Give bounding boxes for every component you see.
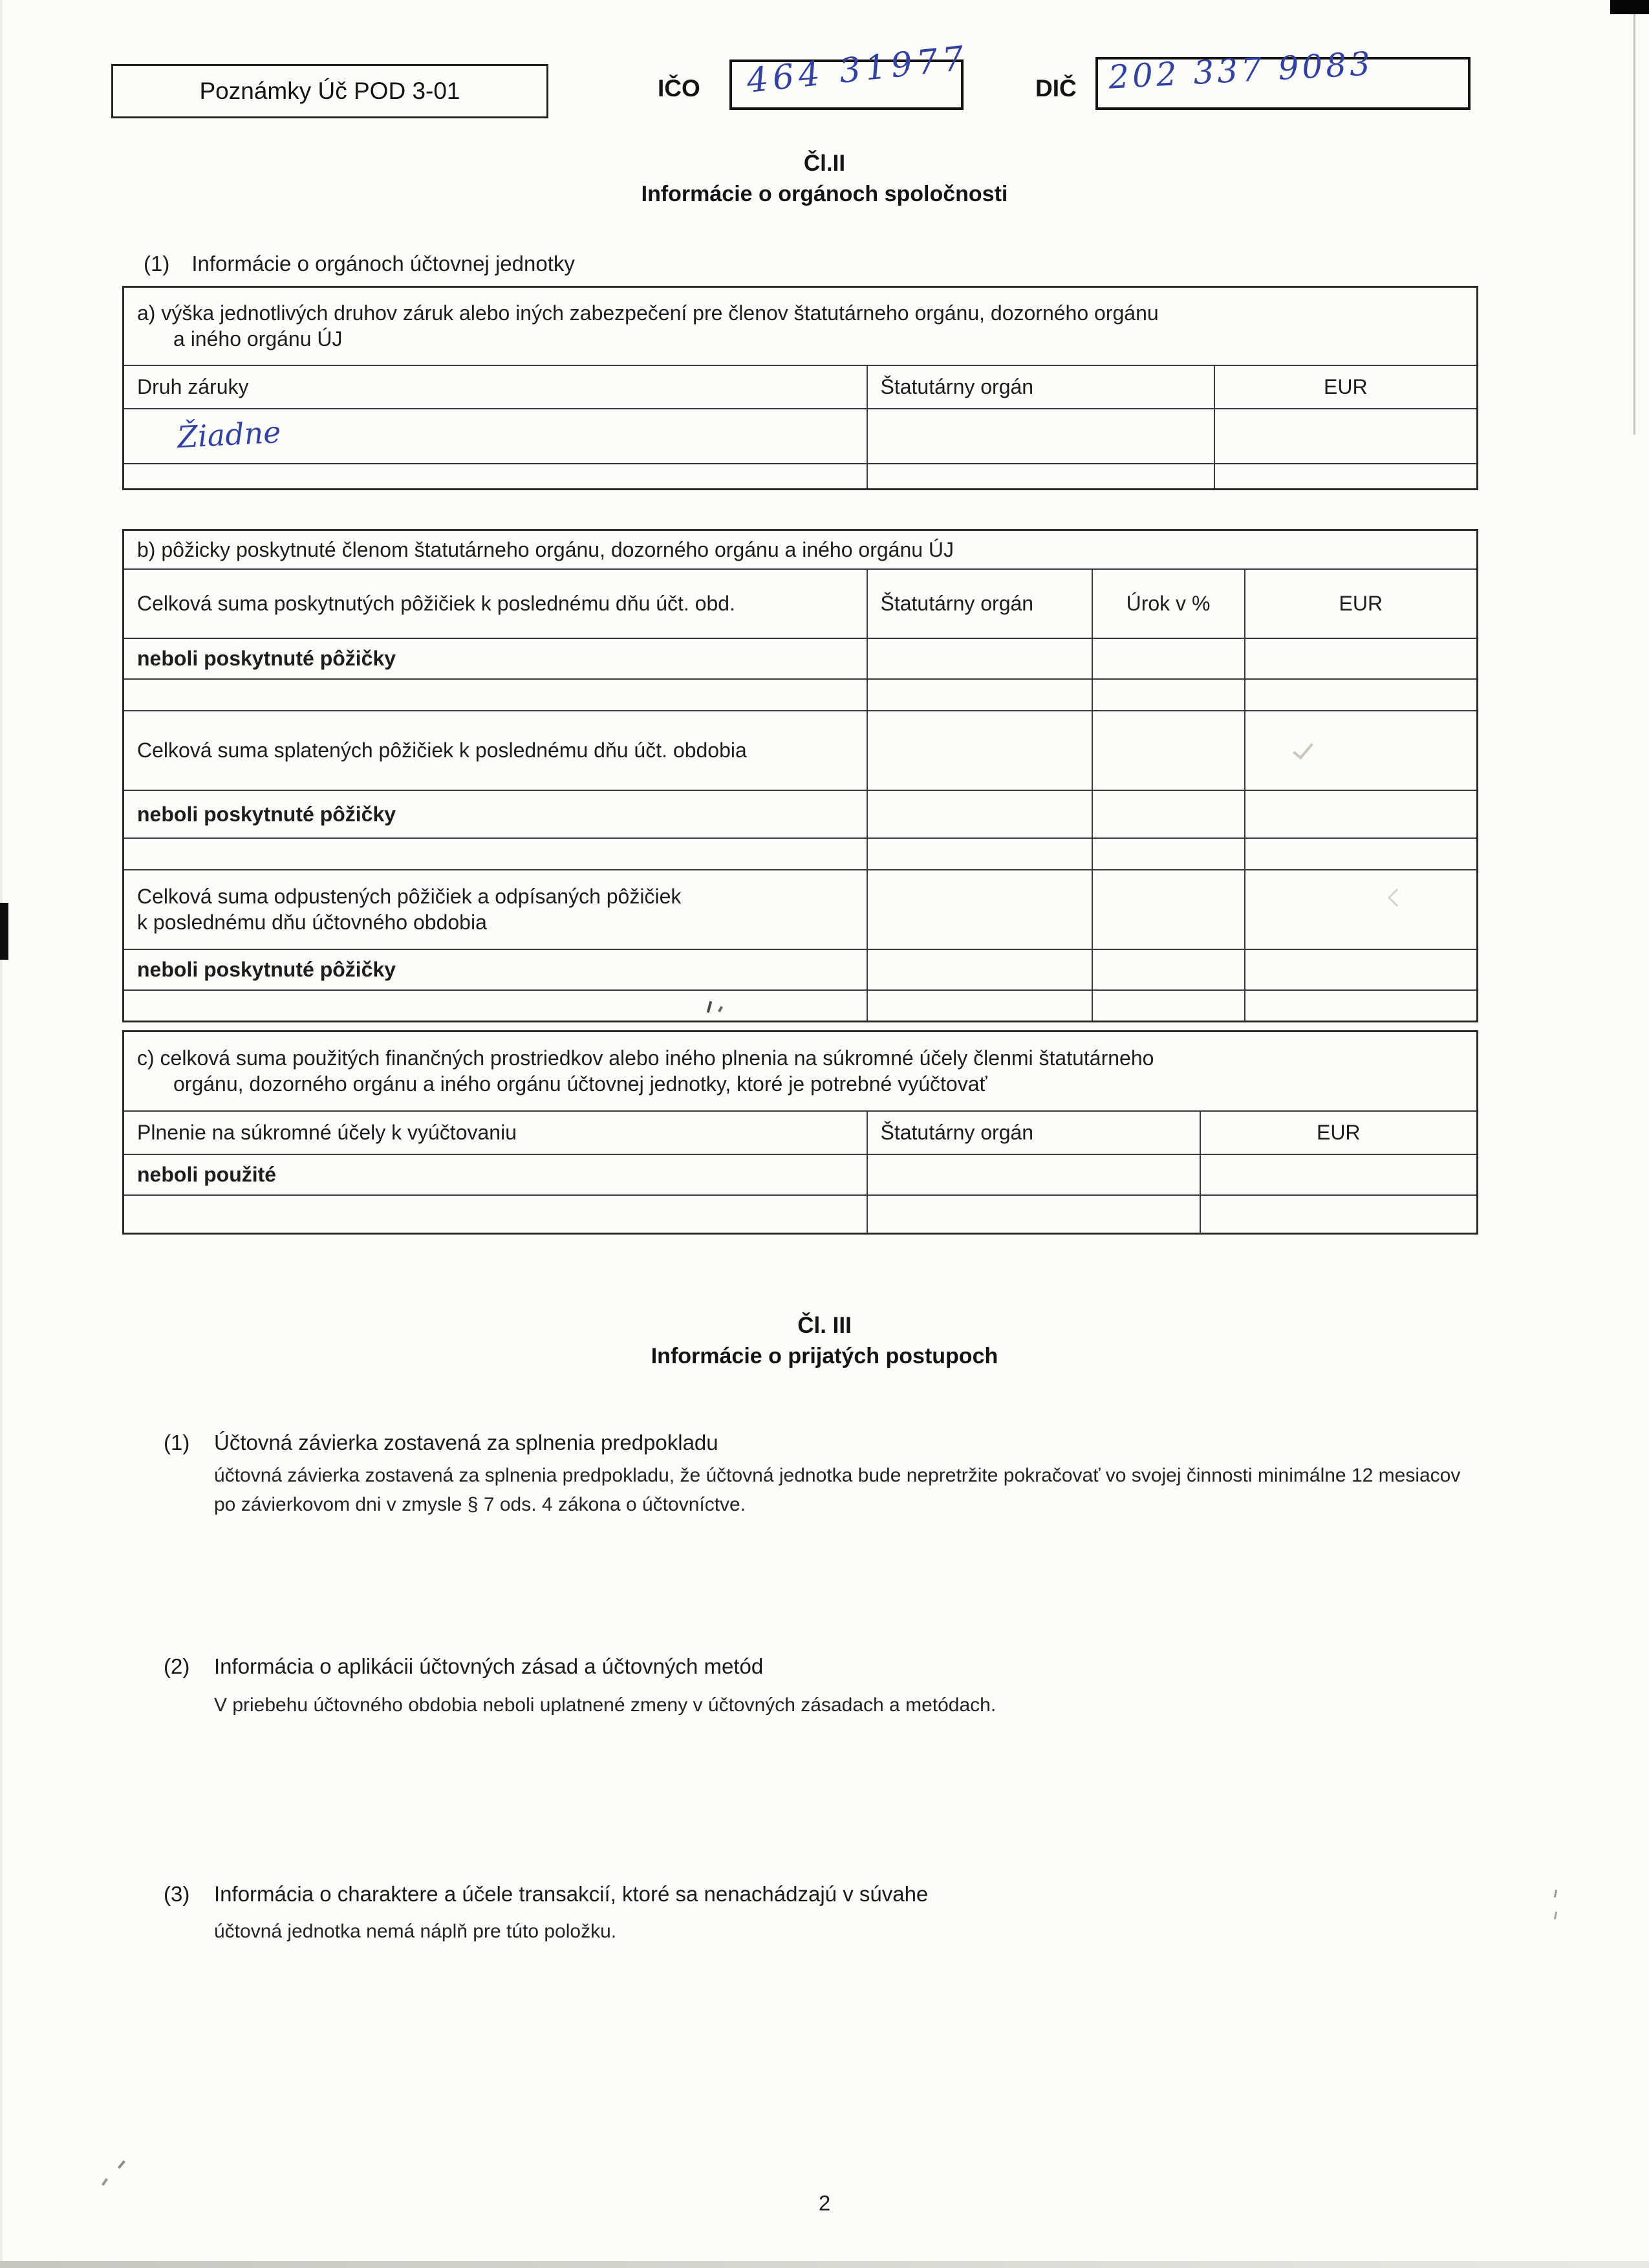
- empty-cell: [867, 1154, 1200, 1195]
- table-c-private-use: [122, 1030, 1476, 1235]
- empty-cell: [1092, 638, 1245, 679]
- section-iii-subtitle: Informácie o prijatých postupoch: [651, 1344, 998, 1368]
- col-header-druh-zaruky: Druh záruky: [124, 365, 867, 409]
- dic-handwritten-value: 202 337 9083: [1107, 45, 1375, 96]
- item-number: (3): [164, 1882, 190, 1906]
- section-ii-item1: [144, 252, 575, 276]
- col-header-eur: EUR: [1214, 365, 1478, 409]
- scan-artifact-corner: [1610, 0, 1649, 14]
- row-label-splatene: Celková suma splatených pôžičiek k poslednému dňu účt. obdobia: [124, 711, 867, 790]
- row-label-odpustene-line1: Celková suma odpustených pôžičiek a odpísaných pôžičiek: [137, 885, 682, 908]
- col-header-statutarny-organ: Štatutárny orgán: [867, 569, 1092, 638]
- empty-cell: [1245, 990, 1478, 1022]
- handwritten-ziadne: Žiadne: [176, 414, 282, 455]
- table-a-caption-cell: [124, 287, 1478, 365]
- section-ii-subtitle: Informácie o orgánoch spoločnosti: [641, 182, 1008, 206]
- row-label-odpustene: [124, 870, 867, 949]
- empty-cell: [1092, 870, 1245, 949]
- empty-cell: [867, 464, 1214, 490]
- empty-cell: [1245, 711, 1478, 790]
- item-number: (1): [144, 252, 170, 275]
- druh-zaruky-value-cell: [124, 409, 867, 464]
- col-header-eur: EUR: [1200, 1111, 1478, 1154]
- empty-cell: [1092, 679, 1245, 711]
- empty-cell: [867, 409, 1214, 464]
- col-header-statutarny-organ: Štatutárny orgán: [867, 1111, 1200, 1154]
- row-label-plnenie: Plnenie na súkromné účely k vyúčtovaniu: [124, 1111, 867, 1154]
- col-header-eur: EUR: [1245, 569, 1478, 638]
- item-body: účtovná závierka zostavená za splnenia predpokladu, že účtovná jednotka bude nepretržite pokračovať vo svojej činnosti minimálne 12 mesiacov po závierkovom dni v zmysle § 7 ods. 4 zákona o účtovníctve.: [214, 1465, 1461, 1515]
- page-number: 2: [818, 2191, 831, 2215]
- empty-cell: [1092, 990, 1245, 1022]
- section-iii-title: Čl. III: [797, 1313, 852, 1338]
- section-iii-item-2: [164, 1654, 996, 1720]
- empty-cell: [124, 679, 867, 711]
- row-neboli-pouzite: neboli použité: [124, 1154, 867, 1195]
- form-title: Poznámky Úč POD 3-01: [199, 78, 460, 104]
- row-neboli-poskytnute-2: neboli poskytnuté pôžičky: [124, 790, 867, 838]
- col-header-statutarny-organ: Štatutárny orgán: [867, 365, 1214, 409]
- row-label-poskytnute: Celková suma poskytnutých pôžičiek k poslednému dňu účt. obd.: [124, 569, 867, 638]
- ico-handwritten-value: 464 31977: [744, 39, 971, 101]
- empty-cell: [1245, 679, 1478, 711]
- empty-cell: [867, 949, 1092, 990]
- empty-cell: [124, 464, 867, 490]
- table-a-caption-line1: a) výška jednotlivých druhov záruk alebo iných zabezpečení pre členov štatutárneho orgánu, dozorného orgánu: [137, 301, 1159, 325]
- scan-edge-left: [0, 0, 3, 2268]
- empty-cell: [867, 679, 1092, 711]
- section-ii-title: Čl.II: [803, 151, 846, 176]
- table-b-caption-cell: b) pôžicky poskytnuté členom štatutárneho orgánu, dozorného orgánu a iného orgánu ÚJ: [124, 530, 1478, 569]
- empty-cell: [867, 870, 1092, 949]
- item-body: V priebehu účtovného obdobia neboli uplatnené zmeny v účtovných zásadach a metódach.: [214, 1694, 997, 1716]
- form-title-box: [111, 64, 548, 118]
- item-content: [214, 1431, 1469, 1519]
- item-number: (2): [164, 1654, 190, 1678]
- scan-artifact-pencil: [102, 2178, 108, 2186]
- item-heading: Informácia o aplikácii účtovných zásad a účtovných metód: [214, 1654, 764, 1678]
- scan-artifact-margin-mark: [1554, 1912, 1557, 1919]
- empty-cell: [124, 1195, 867, 1234]
- empty-cell: [124, 838, 867, 870]
- section-iii-item-3: [164, 1882, 928, 1946]
- empty-cell: [1214, 409, 1478, 464]
- empty-cell: [867, 990, 1092, 1022]
- empty-cell: [1245, 870, 1478, 949]
- table-b-loans: [122, 529, 1476, 1022]
- empty-cell: [867, 711, 1092, 790]
- empty-cell: [867, 638, 1092, 679]
- table-a-guarantees: [122, 286, 1476, 490]
- empty-cell: [867, 790, 1092, 838]
- empty-cell: [1092, 711, 1245, 790]
- item-text: Informácie o orgánoch účtovnej jednotky: [191, 252, 575, 275]
- row-neboli-poskytnute-1: neboli poskytnuté pôžičky: [124, 638, 867, 679]
- item-content: [214, 1654, 996, 1720]
- row-label-odpustene-line2: k poslednému dňu účtovného obdobia: [137, 911, 487, 934]
- empty-cell: [1245, 790, 1478, 838]
- table-a-caption-line2: a iného orgánu ÚJ: [173, 327, 343, 351]
- item-body: účtovná jednotka nemá náplň pre túto položku.: [214, 1921, 617, 1942]
- row-neboli-poskytnute-3: neboli poskytnuté pôžičky: [124, 949, 867, 990]
- col-header-urok: Úrok v %: [1092, 569, 1245, 638]
- scan-artifact-margin-mark: [1554, 1890, 1557, 1897]
- dic-box: [1095, 45, 1471, 110]
- table-c-caption-line2: orgánu, dozorného orgánu a iného orgánu účtovnej jednotky, ktoré je potrebné vyúčtovať: [173, 1072, 987, 1096]
- empty-cell: [867, 838, 1092, 870]
- table-c-caption-cell: [124, 1031, 1478, 1111]
- scan-edge-right: [1633, 14, 1635, 435]
- scan-artifact-pencil: [118, 2160, 125, 2168]
- section-iii-item-1: [164, 1431, 1469, 1519]
- item-heading: Informácia o charaktere a účele transakcií, ktoré sa nenachádzajú v súvahe: [214, 1882, 929, 1906]
- empty-cell: [867, 1195, 1200, 1234]
- item-content: [214, 1882, 928, 1946]
- empty-cell: [1214, 464, 1478, 490]
- dic-label: DIČ: [1035, 75, 1077, 102]
- item-heading: Účtovná závierka zostavená za splnenia predpokladu: [214, 1431, 718, 1454]
- empty-cell: [1245, 838, 1478, 870]
- empty-cell: [124, 990, 867, 1022]
- item-number: (1): [164, 1431, 190, 1454]
- empty-cell: [1092, 838, 1245, 870]
- table-c-caption-line1: c) celková suma použitých finančných prostriedkov alebo iného plnenia na súkromné účely členmi štatutárneho: [137, 1046, 1154, 1070]
- empty-cell: [1245, 638, 1478, 679]
- ico-box: [729, 39, 971, 110]
- empty-cell: [1200, 1195, 1478, 1234]
- ico-label: IČO: [658, 75, 700, 102]
- scan-artifact-left-mark: [0, 903, 8, 960]
- empty-cell: [1245, 949, 1478, 990]
- empty-cell: [1092, 790, 1245, 838]
- empty-cell: [1092, 949, 1245, 990]
- scan-edge-bottom: [0, 2261, 1649, 2268]
- empty-cell: [1200, 1154, 1478, 1195]
